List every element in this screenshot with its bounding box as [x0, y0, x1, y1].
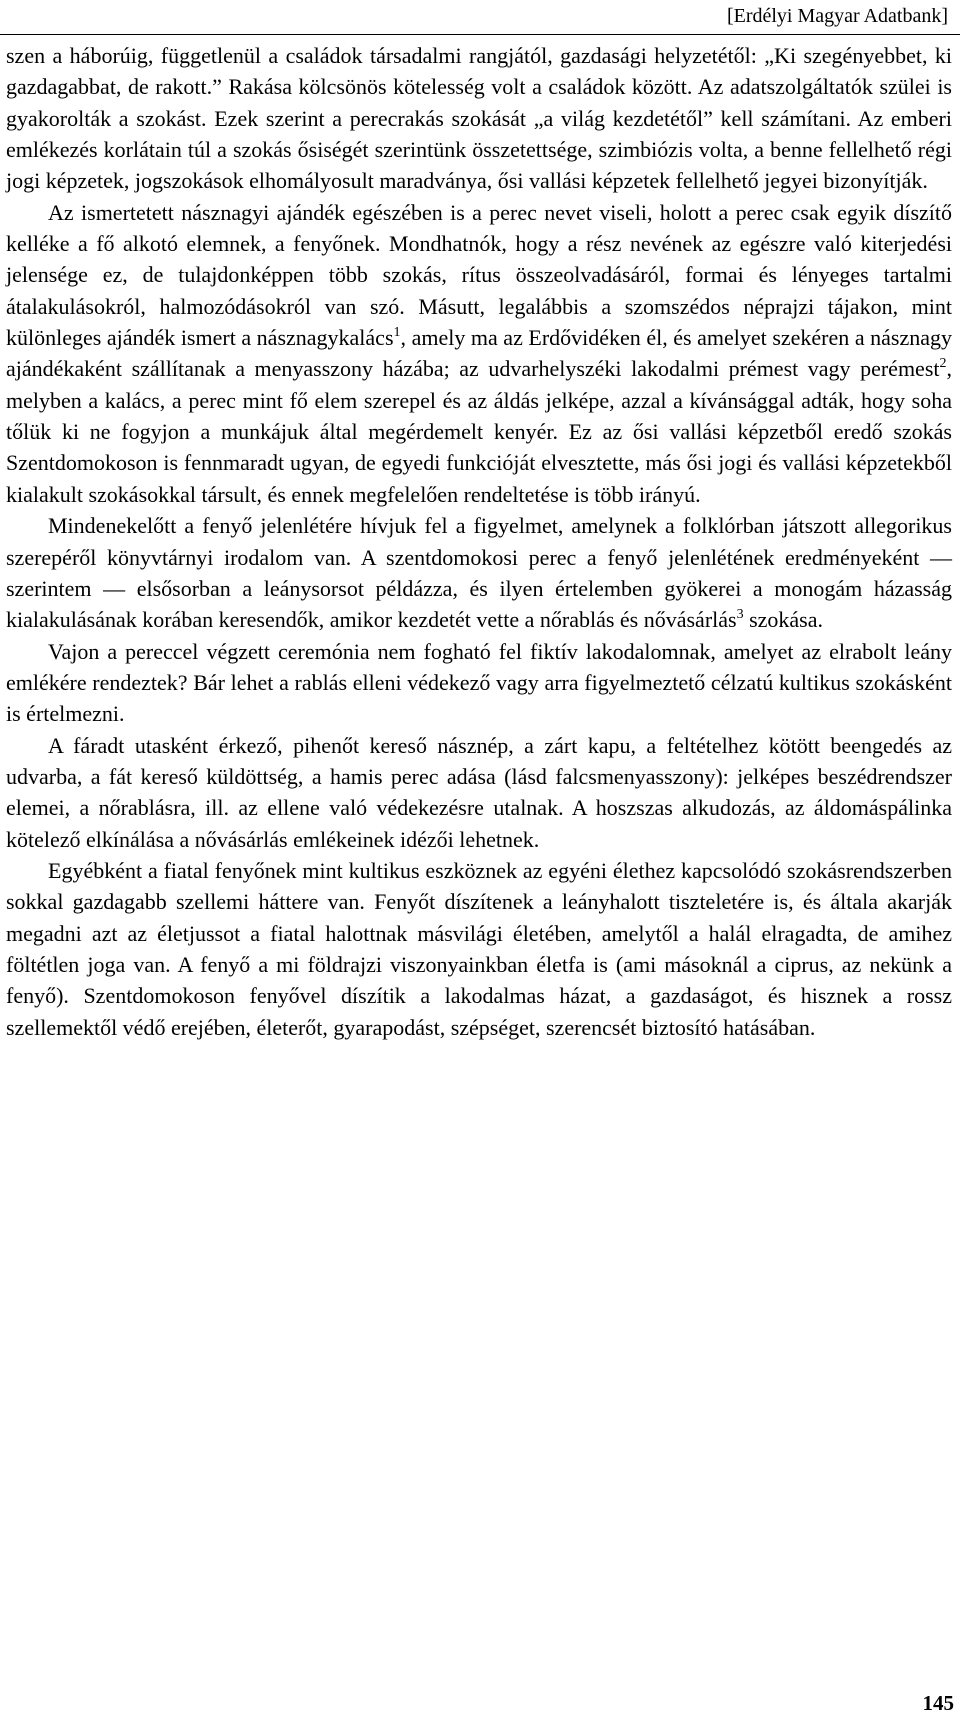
paragraph-text: , amely ma az Erdővidéken él, és amelyet szekéren a násznagy ajándékaként szállítanak a menyasszony házába; az udvarhelyszéki lakodalmi prémest vagy perémest	[6, 325, 952, 382]
paragraph-text: , melyben a kalács, a perec mint fő elem szerepel és az áldás jelképe, azzal a kívánsággal adták, hogy soha tőlük ki ne fogyjon a munkájuk által megérdemelt kenyér. Ez az ősi vallási képzetből eredő szokás Szentdomokoson is fennmaradt ugyan, de egyedi funkcióját elvesztette, más ősi jogi és vallási képzetekből kialakult szokásokkal társult, és ennek megfelelően rendeltetése is több irányú.	[6, 356, 952, 507]
paragraph-text: Vajon a pereccel végzett ceremónia nem fogható fel fiktív lakodalomnak, amelyet az elrabolt leány emlékére rendeztek? Bár lehet a rablás elleni védekező vagy arra figyelmeztető célzatú kultikus szokásként is értelmezni.	[6, 638, 952, 727]
paragraph-text: szokása.	[743, 607, 824, 633]
paragraph	[6, 855, 952, 1043]
footnote-marker: 1	[393, 325, 401, 341]
footnote-marker: 3	[736, 607, 744, 623]
paragraph	[6, 197, 952, 510]
header-divider	[0, 34, 960, 35]
footnote-marker: 2	[939, 356, 947, 372]
source-header: [Erdélyi Magyar Adatbank]	[726, 5, 948, 27]
page-number: 145	[922, 1691, 954, 1715]
paragraph	[6, 636, 952, 730]
paragraph	[6, 40, 952, 197]
paragraph-text: Egyébként a fiatal fenyőnek mint kultikus eszköznek az egyéni élethez kapcsolódó szokásrendszerben sokkal gazdagabb szellemi háttere van. Fenyőt díszítenek a leányhalott tiszteletére is, és általa akarják megadni azt az életjussot a fiatal halottnak másvilági életében, amelytől a halál elragadta, de amihez föltétlen joga van. A fenyő a mi földrajzi viszonyainkban életfa is (ami másoknál a ciprus, az nekünk a fenyő). Szentdomokoson fenyővel díszítik a lakodalmas házat, a gazdaságot, és hisznek a rossz szellemektől védő erejében, életerőt, gyarapodást, szépséget, szerencsét biztosító hatásában.	[6, 857, 952, 1040]
paragraph	[6, 730, 952, 855]
paragraph-text: szen a háborúig, függetlenül a családok társadalmi rangjától, gazdasági helyzetétől: „Ki szegényebbet, ki gazdagabbat, de rakott.” Rakása kölcsönös kötelesség volt a családok között. Az adatszolgáltatók szülei is gyakorolták a szokást. Ezek szerint a perecrakás szokását „a világ kezdetétől” kell számítani. Az emberi emlékezés korlátain túl a szokás ősiségét szerintünk összetettsége, szimbiózis volta, a benne fellelhető régi jogi képzetek, jogszokások elhomályosult maradványa, ősi vallási képzetek fellelhető jegyei bizonyítják.	[6, 43, 952, 194]
article-body	[6, 40, 952, 1043]
paragraph	[6, 510, 952, 635]
paragraph-text: Mindenekelőtt a fenyő jelenlétére hívjuk fel a figyelmet, amelynek a folklórban játszott allegorikus szerepéről könyvtárnyi irodalom van. A szentdomokosi perec a fenyő jelenlétének eredményeként — szerintem — elsősorban a leánysorsot példázza, és ilyen értelemben gyökerei a monogám házasság kialakulásának korában keresendők, amikor kezdetét vette a nőrablás és nővásárlás	[6, 513, 952, 633]
paragraph-text: Az ismertetett násznagyi ajándék egészében is a perec nevet viseli, holott a perec csak egyik díszítő kelléke a fő alkotó elemnek, a fenyőnek. Mondhatnók, hogy a rész nevének az egészre való kiterjedési jelensége ez, de tulajdonképpen több szokás, rítus összeolvadásáról, formai és lényeges tartalmi átalakulásokról, halmozódásokról van szó. Másutt, legalábbis a szomszédos néprajzi tájakon, mint különleges ajándék ismert a násznagykalács	[6, 199, 952, 351]
paragraph-text: A fáradt utasként érkező, pihenőt kereső násznép, a zárt kapu, a feltételhez kötött beengedés az udvarba, a fát kereső küldöttség, a hamis perec adása (lásd falcsmenyasszony): jelképes beszédrendszer elemei, a nőrablásra, ill. az ellene való védekezésre utalnak. A hoszszas alkudozás, az áldomáspálinka kötelező elkínálása a nővásárlás emlékeinek idézői lehetnek.	[6, 732, 952, 852]
